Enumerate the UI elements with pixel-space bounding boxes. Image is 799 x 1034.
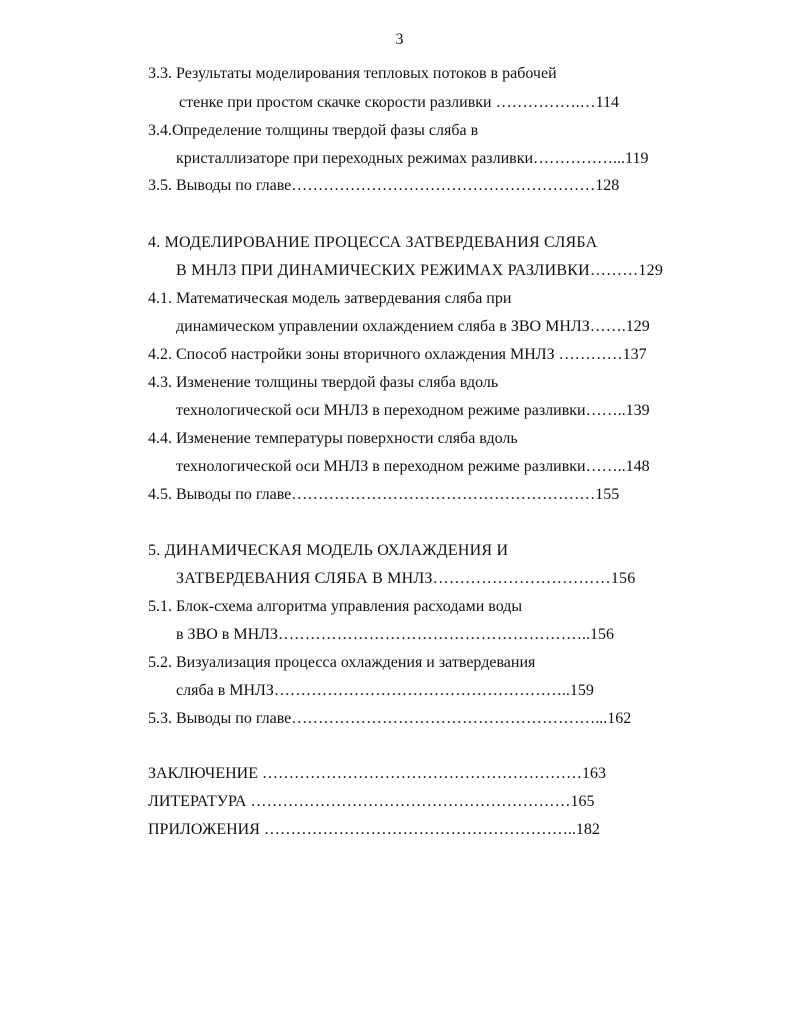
page-number: 3 (395, 31, 404, 48)
toc-entry-3-4: 3.4.Определение толщины твердой фазы сляба в (148, 122, 479, 139)
toc-entry-3-3: 3.3. Результаты моделирования тепловых потоков в рабочей (148, 65, 557, 82)
toc-chapter-4: 4. МОДЕЛИРОВАНИЕ ПРОЦЕССА ЗАТВЕРДЕВАНИЯ СЛЯБА (148, 234, 598, 251)
toc-entry-4-1: 4.1. Математическая модель затвердевания сляба при (148, 290, 512, 307)
toc-appendices: ПРИЛОЖЕНИЯ …………………………………………………..182 (148, 821, 600, 838)
toc-entry-4-3-cont: технологической оси МНЛЗ в переходном режиме разливки……..139 (176, 402, 650, 419)
toc-entry-4-3: 4.3. Изменение толщины твердой фазы сляба вдоль (148, 374, 499, 391)
toc-entry-5-2: 5.2. Визуализация процесса охлаждения и затвердевания (148, 654, 536, 671)
toc-entry-4-4-cont: технологической оси МНЛЗ в переходном режиме разливки……..148 (176, 458, 650, 475)
toc-entry-5-1-cont: в ЗВО в МНЛЗ…………………………………………………..156 (176, 626, 614, 643)
toc-entry-5-2-cont: сляба в МНЛЗ………………………………………………..159 (176, 682, 594, 699)
toc-conclusion: ЗАКЛЮЧЕНИЕ ……………………………………………………163 (148, 765, 606, 782)
toc-literature: ЛИТЕРАТУРА ……………………………………………………165 (148, 793, 595, 810)
toc-chapter-5-cont: ЗАТВЕРДЕВАНИЯ СЛЯБА В МНЛЗ……………………………156 (176, 570, 636, 587)
toc-entry-4-5: 4.5. Выводы по главе…………………………………………………155 (148, 486, 620, 503)
toc-entry-4-4: 4.4. Изменение температуры поверхности сляба вдоль (148, 430, 518, 447)
toc-entry-5-3: 5.3. Выводы по главе…………………………………………………...162 (148, 710, 632, 727)
toc-entry-5-1: 5.1. Блок-схема алгоритма управления расходами воды (148, 598, 523, 615)
toc-chapter-5: 5. ДИНАМИЧЕСКАЯ МОДЕЛЬ ОХЛАЖДЕНИЯ И (148, 542, 509, 559)
toc-entry-3-5: 3.5. Выводы по главе…………………………………………………128 (148, 177, 620, 194)
toc-chapter-4-cont: В МНЛЗ ПРИ ДИНАМИЧЕСКИХ РЕЖИМАХ РАЗЛИВКИ………129 (176, 262, 664, 279)
toc-entry-3-3-cont: стенке при простом скачке скорости разливки …………….…114 (179, 94, 620, 111)
toc-entry-3-4-cont: кристаллизаторе при переходных режимах разливки……………...119 (176, 150, 649, 167)
toc-entry-4-1-cont: динамическом управлении охлаждением сляба в ЗВО МНЛЗ…….129 (176, 318, 650, 335)
toc-entry-4-2: 4.2. Способ настройки зоны вторичного охлаждения МНЛЗ …………137 (148, 346, 647, 363)
